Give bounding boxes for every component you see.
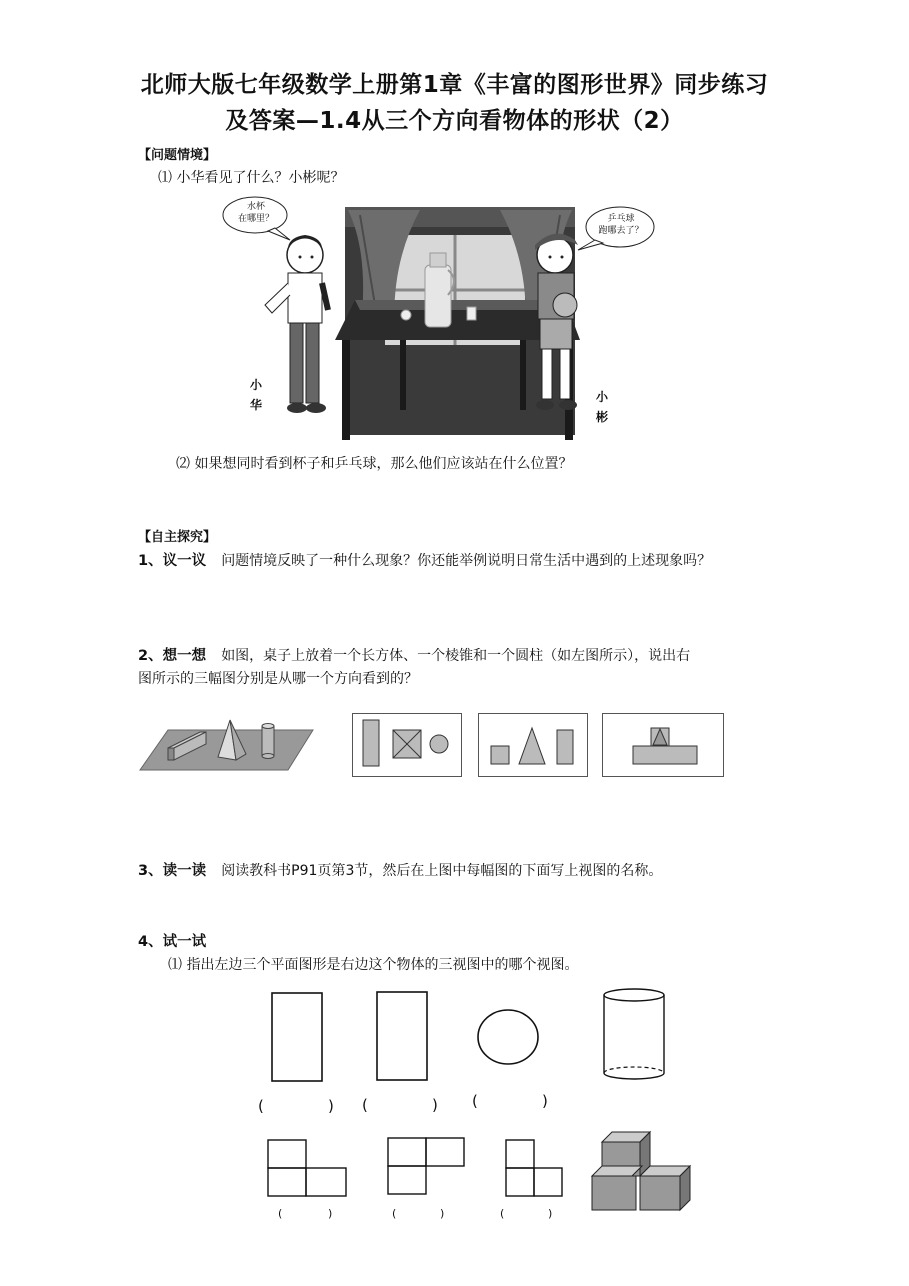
view-frame-2 [478,713,588,777]
rect-view-a [272,993,322,1081]
section-problem-context: 【问题情境】 [138,148,217,163]
cube-views-figure [262,1130,702,1212]
label-xiaobin [596,387,608,427]
view-frame-3 [602,713,724,777]
answer-blank-1b-close: ) [432,1096,438,1114]
view-3-svg [603,714,723,776]
ping-pong-ball [401,310,411,320]
thermos [425,265,451,327]
answer-blank-2a-close: ) [328,1207,333,1220]
item-3-text: 阅读教科书P91页第3节，然后在上图中每幅图的下面写上视图的名称。 [221,863,663,879]
bubble-left-line1: 水杯 [246,202,265,212]
view-a-lshape [268,1140,346,1196]
view-b-tshape [388,1138,464,1194]
answer-blank-1c-close: ) [542,1092,548,1110]
cuboid [168,748,174,760]
item-2-text: 如图，桌子上放着一个长方体、一个棱锥和一个圆柱（如左图所示），说出右 [221,648,691,664]
answer-blank-2b-open: ( [392,1207,397,1220]
item-4-head: 4、试一试 [138,934,207,950]
answer-blank-1c-open: ( [472,1092,478,1110]
label-xiaohua-1: 小 [250,378,263,392]
bubble-right-text [598,213,644,237]
section-self-explore: 【自主探究】 [138,530,217,545]
answer-blank-2a-open: ( [278,1207,283,1220]
label-xiaobin-1: 小 [596,390,609,404]
label-xiaohua [250,375,262,415]
item-3 [138,859,662,880]
item-4-sub: ⑴ 指出左边三个平面图形是右边这个物体的三视图中的哪个视图。 [168,957,579,973]
item-2-text-line2: 图所示的三幅图分别是从哪一个方向看到的？ [138,671,418,687]
table-leg [400,340,406,410]
answer-blank-1a-close: ) [328,1097,334,1115]
view-frame-1 [352,713,462,777]
illustration-scene [220,195,680,445]
item-3-head: 3、读一读 [138,863,207,879]
item-1-head: 1、议一议 [138,553,207,569]
bubble-left-line2: 在哪里？ [238,214,275,224]
answer-blank-2c-open: ( [500,1207,505,1220]
bubble-right-line1: 乒乓球 [607,214,635,224]
item-2-head: 2、想一想 [138,648,207,664]
view-1-svg [353,714,461,776]
boy-xiaohua [265,235,328,413]
table-leg [520,340,526,410]
item-1-text: 问题情境反映了一种什么现象？你还能举例说明日常生活中遇到的上述现象吗？ [221,553,712,569]
bubble-left-text [238,201,274,225]
answer-blank-1a-open: ( [258,1097,264,1115]
answer-blank-2c-close: ) [548,1207,553,1220]
answer-blank-1b-open: ( [362,1096,368,1114]
view-c-lshape [506,1140,562,1196]
label-xiaobin-2: 彬 [596,410,609,424]
item-1 [138,549,711,570]
cup [467,307,476,320]
bubble-right-line2: 跑哪去了？ [598,226,644,236]
answer-blank-2b-close: ) [440,1207,445,1220]
label-xiaohua-2: 华 [250,398,263,412]
item-2 [138,644,788,665]
question-1: ⑴ 小华看见了什么？小彬呢？ [158,170,345,186]
view-2-svg [479,714,587,776]
cylinder-solid [604,989,664,1001]
page-title: 北师大版七年级数学上册第1章《丰富的图形世界》同步练习 [140,72,769,98]
solids-on-table-figure [138,712,318,774]
circle-view [478,1010,538,1064]
table-leg [342,340,350,440]
cylinder-views-figure [262,985,702,1085]
rect-view-b [377,992,427,1080]
cylinder [262,726,274,756]
cube-stack-solid [592,1132,690,1210]
question-2: ⑵ 如果想同时看到杯子和乒乓球，那么他们应该站在什么位置？ [176,456,573,472]
page-subtitle: 及答案—1.4从三个方向看物体的形状（2） [225,108,684,134]
